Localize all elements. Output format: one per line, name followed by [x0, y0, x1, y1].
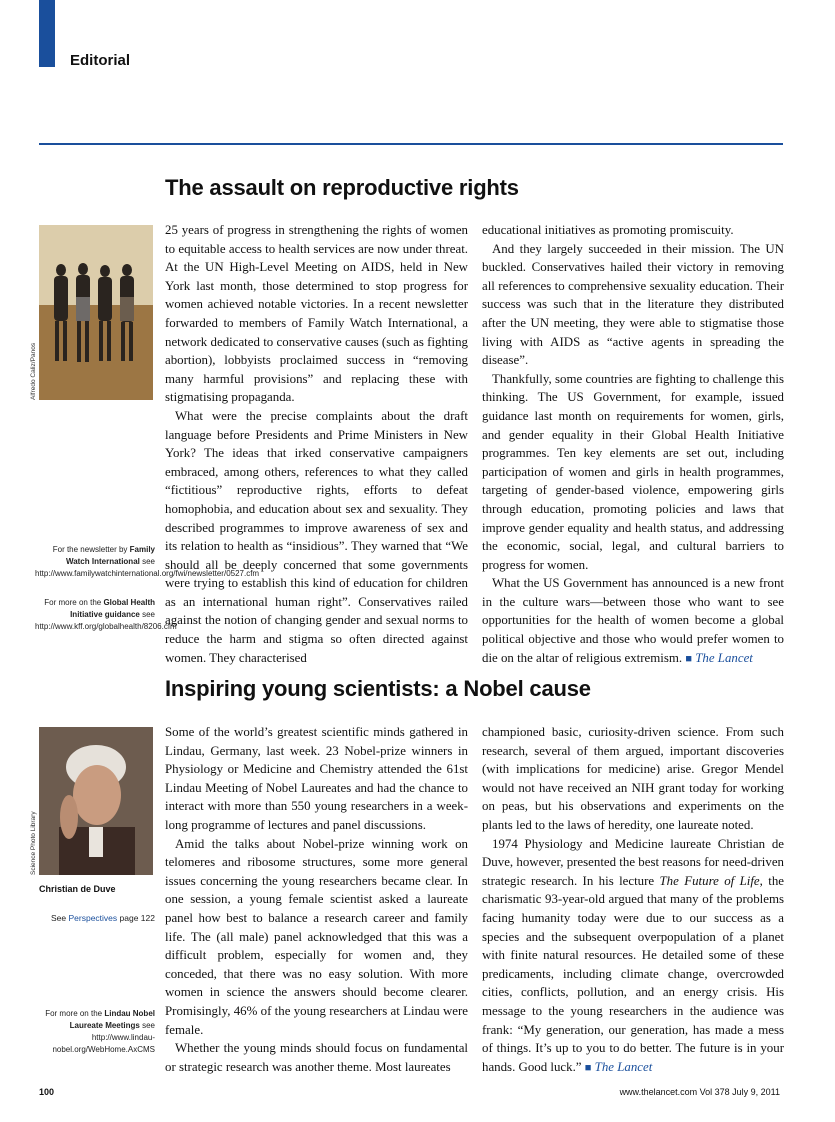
note-link[interactable]: see http://www.lindau-nobel.org/WebHome.AxCMS	[52, 1021, 155, 1054]
article1-photo-credit: Alfredo Caliz/Panos	[30, 342, 37, 400]
note-link[interactable]: see http://www.kff.org/globalhealth/8206.cfm	[35, 610, 177, 631]
paragraph-text: 1974 Physiology and Medicine laureate Christian de Duve, however, presented the best reasons for need-driven strategic research. In his lecture	[482, 836, 784, 888]
perspectives-link[interactable]: Perspectives	[68, 913, 118, 923]
paragraph: Thankfully, some countries are fighting to challenge this thinking. The US Government, for example, issued guidance last month on requirements for women, girls, and gender equality in their Global Health Initiative programmes. Ten key elements are set out, including participation of women and girls in health programmes, targeting of gender-based violence, empowering girls through education, promoting policies and laws that improve gender equality and health status, and addressing the economic, social, legal, and cultural barriers to progress for women.	[482, 371, 784, 572]
paragraph: Some of the world’s greatest scientific minds gathered in Lindau, Germany, last week. 23 Nobel-prize winners in Physiology or Medicine and Chemistry attended the 61st Lindau Meeting of Nobel Laureates and had the chance to interact with more than 550 young researchers in a week-long programme of lectures and panel discussions.	[165, 725, 468, 832]
note-text: For more on the	[45, 1009, 105, 1018]
article1-headline: The assault on reproductive rights	[165, 175, 519, 200]
journal-footer: www.thelancet.com Vol 378 July 9, 2011	[619, 1087, 780, 1097]
page-number: 100	[39, 1087, 55, 1097]
paragraph: And they largely succeeded in their mission. The UN buckled. Conservatives hailed their victory in removing all references to comprehensive sexuality education. Their success was such that in the literature they distributed after the UN meeting, they were able to stigmatise those living with AIDS as “active agents in spreading the disease”.	[482, 241, 784, 368]
paragraph-text: What the US Government has announced is a new front in the culture wars—between those who want to see opportunities for the health of women become a global political objective and those who would prefer women to die on the altar of religious extremism.	[482, 576, 784, 665]
women-group-illustration	[39, 225, 153, 400]
article2-column-1	[165, 723, 468, 1076]
paragraph-text: , the charismatic 93-year-old argued that many of the problems facing humanity today were due to our success as a species and the subsequent overpopulation of a planet with finite natural resources. He detailed some of these predicaments, including climate change, overcrowded cities, conflicts, pollution, and an energy crisis. His message to the young researchers in the audience was frank: “My generation, our generation, has made a mess of things. It’s up to you to do better. The future is in your hands. Good luck.”	[482, 873, 784, 1074]
article1-photo	[39, 225, 153, 400]
lecture-title: The Future of Life	[659, 873, 760, 888]
paragraph: What were the precise complaints about the draft language before Presidents and Prime Ministers in New York? The ideas that irked conservative campaigners embraced, among others, references to what they called “fictitious” reproductive rights, efforts to defeat homophobia, and education about sex and sexuality. They described programmes to improve awareness of sex and its relation to health as “insidious”. They warned that “We should all be deeply concerned that some governments were trying to establish this kind of education for children as an international human right”. Conservatives railed against the notion of changing gender and sexual norms to reduce the harm and stigma so often directed against women. They characterised	[165, 408, 468, 665]
perspectives-note	[35, 912, 155, 924]
note-bold: Family Watch International	[65, 545, 155, 566]
note-text: page 122	[117, 913, 155, 923]
note-text: See	[51, 913, 69, 923]
article1-signature: The Lancet	[695, 650, 753, 665]
paragraph: Whether the young minds should focus on fundamental or strategic research was another theme. Most laureates	[165, 1041, 468, 1074]
paragraph	[482, 574, 784, 668]
note-link[interactable]: see http://www.familywatchinternational.org/fwi/newsletter/0527.cfm	[35, 557, 260, 578]
article1-column-2	[482, 221, 784, 668]
paragraph	[482, 835, 784, 1078]
article2-photo-credit: Science Photo Library	[30, 811, 37, 875]
article2-column-2	[482, 723, 784, 1077]
note-text: For the newsletter by	[52, 545, 130, 554]
section-label: Editorial	[70, 52, 131, 69]
note-text: For more on the	[44, 598, 104, 607]
paragraph: educational initiatives as promoting promiscuity.	[482, 223, 734, 237]
article2-photo	[39, 727, 153, 875]
newsletter-note	[35, 544, 260, 580]
article2-headline: Inspiring young scientists: a Nobel cause	[165, 676, 591, 701]
article1-column-1	[165, 221, 468, 667]
paragraph: championed basic, curiosity-driven science. From such research, several of them argued, important discoveries (with implications for medicine) arise. Gregor Mendel would not have received an NIH grant today for working on peas, but his observations and experiments on the plants led to the laws of heredity, one laureate noted.	[482, 725, 784, 832]
end-square-icon: ■	[685, 652, 692, 665]
paragraph: Amid the talks about Nobel-prize winning work on telomeres and ribosome structures, some more general issues concerning the young researchers became clear. In one session, a young female scientist asked a laureate panel how best to balance a research career and family life. The (all male) panel acknowledged that this was a difficult problem, especially for women and, they conceded, that there was no easy solution. With more women in science the answers should become clearer. Promisingly, 46% of the young researchers at Lindau were female.	[165, 836, 468, 1037]
paragraph: 25 years of progress in strengthening the rights of women to equitable access to health services are now under threat. At the UN High-Level Meeting on AIDS, held in New York last month, those determined to stop progress for women achieved notable victories. In a recent newsletter forwarded to members of Family Watch International, a network dedicated to conservative causes (such as fighting abortion), lobbyists proclaimed success in “removing many harmful provisions” and replacing these with stigmatising propaganda.	[165, 223, 468, 405]
end-square-icon: ■	[584, 1061, 592, 1074]
note-bold: Global Health Initiative guidance	[70, 598, 155, 619]
note-bold: Lindau Nobel Laureate Meetings	[69, 1009, 155, 1030]
article2-signature: The Lancet	[594, 1059, 653, 1074]
photo-caption: Christian de Duve	[39, 884, 116, 894]
top-rule	[39, 143, 783, 145]
global-health-note	[35, 597, 177, 633]
section-color-bar	[39, 0, 55, 67]
portrait-illustration	[39, 727, 153, 875]
lindau-note	[35, 1008, 155, 1056]
